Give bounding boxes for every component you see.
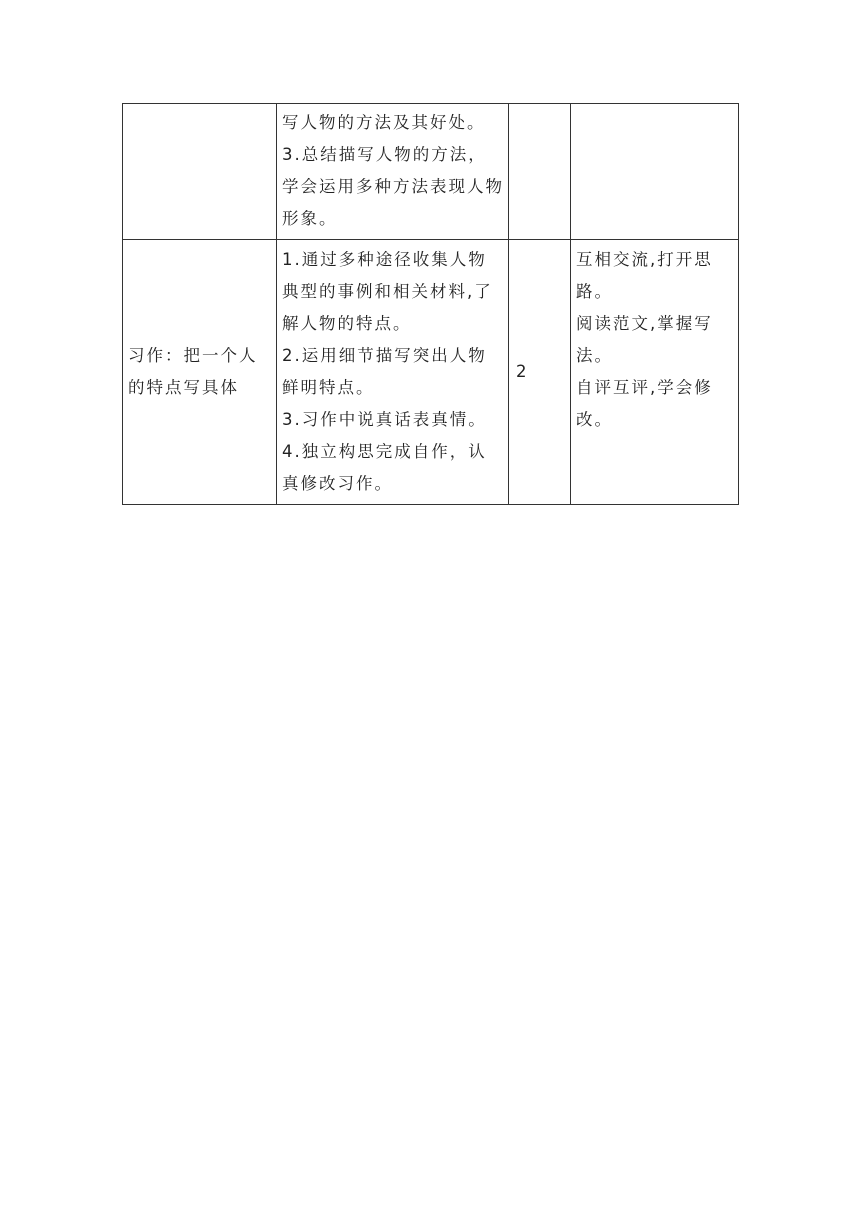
table-row bbox=[123, 240, 739, 505]
activities-cell bbox=[571, 104, 739, 240]
activity-text: 阅读范文,掌握写法。 bbox=[576, 314, 713, 365]
lesson-plan-table bbox=[122, 103, 739, 505]
goals-cell bbox=[277, 240, 509, 505]
hours-cell bbox=[509, 104, 571, 240]
goal-text: 3.习作中说真话表真情。 bbox=[282, 410, 487, 429]
activity-text: 互相交流,打开思路。 bbox=[576, 250, 713, 301]
goals-cell bbox=[277, 104, 509, 240]
goal-text: 4.独立构思完成自作，认真修改习作。 bbox=[282, 442, 487, 493]
goal-text: 写人物的方法及其好处。 bbox=[282, 113, 486, 132]
table-row bbox=[123, 104, 739, 240]
goal-text: 2.运用细节描写突出人物鲜明特点。 bbox=[282, 346, 487, 397]
activity-text: 自评互评,学会修改。 bbox=[576, 378, 713, 429]
topic-cell: 习作：把一个人的特点写具体 bbox=[123, 240, 277, 505]
activities-cell bbox=[571, 240, 739, 505]
topic-cell bbox=[123, 104, 277, 240]
goal-text: 1.通过多种途径收集人物典型的事例和相关材料,了解人物的特点。 bbox=[282, 250, 493, 333]
hours-cell: 2 bbox=[509, 240, 571, 505]
goal-text: 3.总结描写人物的方法，学会运用多种方法表现人物形象。 bbox=[282, 145, 504, 228]
